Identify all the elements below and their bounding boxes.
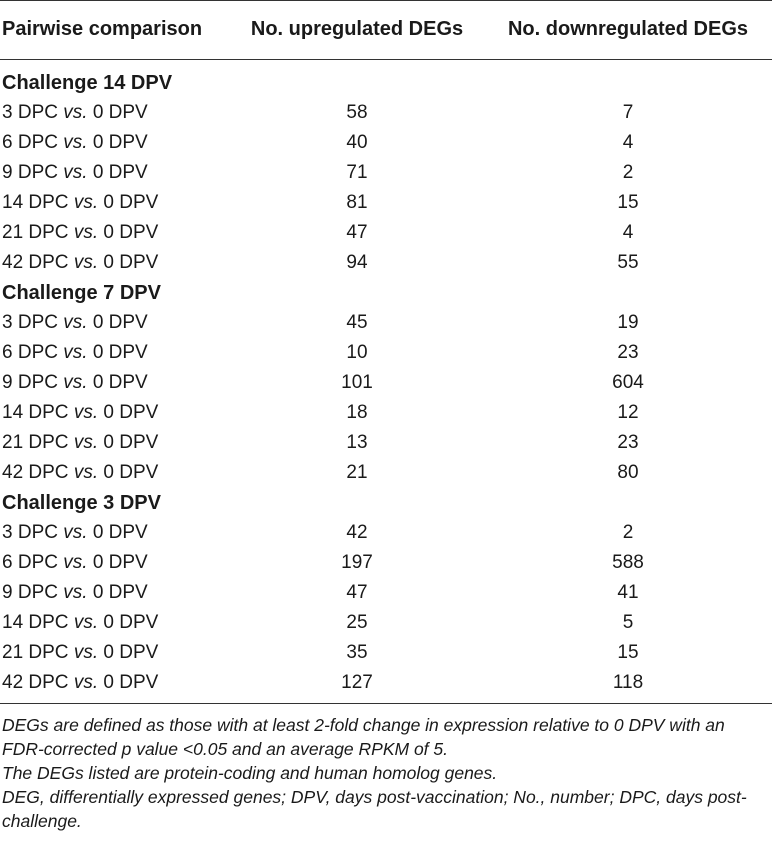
table-row: [0, 368, 772, 398]
comparison-left: 14 DPC: [2, 612, 69, 633]
upregulated-count: 71: [346, 162, 368, 183]
downregulated-count: 4: [622, 222, 634, 243]
vs-label: vs.: [63, 522, 88, 543]
comparison-right: 0 DPV: [103, 222, 159, 243]
table-row: [0, 518, 772, 548]
comparison-right: 0 DPV: [92, 552, 148, 573]
comparison-right: 0 DPV: [103, 192, 159, 213]
comparison-left: 3 DPC: [2, 522, 58, 543]
downregulated-count: 41: [617, 582, 639, 603]
upregulated-count: 13: [346, 432, 368, 453]
table-row: [0, 608, 772, 638]
table-row: [0, 248, 772, 278]
upregulated-count: 42: [346, 522, 368, 543]
group-title: Challenge 14 DPV: [2, 71, 173, 94]
downregulated-count: 23: [617, 432, 639, 453]
comparison-left: 21 DPC: [2, 432, 69, 453]
comparison-left: 42 DPC: [2, 252, 69, 273]
comparison-right: 0 DPV: [92, 102, 148, 123]
comparison-cell: [0, 338, 230, 368]
table-row: [0, 428, 772, 458]
vs-label: vs.: [73, 252, 99, 273]
downregulated-count: 15: [617, 192, 639, 213]
vs-label: vs.: [73, 402, 99, 423]
comparison-cell: [0, 248, 230, 278]
header-downregulated: No. downregulated DEGs: [507, 17, 749, 40]
vs-label: vs.: [73, 612, 99, 633]
vs-label: vs.: [63, 132, 88, 153]
comparison-cell: [0, 308, 230, 338]
comparison-cell: [0, 428, 230, 458]
comparison-cell: [0, 548, 230, 578]
table-row: [0, 338, 772, 368]
footnote-abbreviations: DEG, differentially expressed genes; DPV, days post-vaccination; No., number; DPC, days post-challenge.: [2, 787, 747, 831]
group-title: Challenge 7 DPV: [2, 281, 161, 304]
group-row: [0, 68, 772, 98]
comparison-cell: [0, 608, 230, 638]
downregulated-count: 4: [622, 132, 634, 153]
group-row: [0, 488, 772, 518]
comparison-right: 0 DPV: [92, 132, 148, 153]
comparison-right: 0 DPV: [103, 462, 159, 483]
table-row: [0, 308, 772, 338]
comparison-left: 6 DPC: [2, 132, 58, 153]
upregulated-count: 45: [346, 312, 368, 333]
downregulated-count: 604: [612, 372, 644, 393]
downregulated-count: 7: [622, 102, 634, 123]
table-row: [0, 218, 772, 248]
comparison-cell: [0, 188, 230, 218]
vs-label: vs.: [73, 642, 99, 663]
footnote-definition: DEGs are defined as those with at least 2-fold change in expression relative to 0 DPV with an FDR-corrected p value <0.05 and an average RPKM of 5.: [2, 715, 725, 759]
comparison-left: 6 DPC: [2, 552, 58, 573]
comparison-left: 9 DPC: [2, 582, 58, 603]
bottom-rule: [0, 703, 772, 704]
vs-label: vs.: [73, 222, 99, 243]
comparison-cell: [0, 368, 230, 398]
comparison-cell: [0, 578, 230, 608]
header-upregulated: No. upregulated DEGs: [250, 17, 464, 40]
comparison-right: 0 DPV: [92, 372, 148, 393]
upregulated-count: 127: [341, 672, 373, 693]
comparison-left: 42 DPC: [2, 672, 69, 693]
comparison-left: 14 DPC: [2, 192, 69, 213]
table-row: [0, 458, 772, 488]
upregulated-count: 47: [346, 582, 368, 603]
downregulated-count: 80: [617, 462, 639, 483]
comparison-left: 9 DPC: [2, 372, 58, 393]
comparison-cell: [0, 668, 230, 698]
vs-label: vs.: [73, 672, 99, 693]
vs-label: vs.: [63, 102, 88, 123]
table-footnotes: [2, 713, 768, 833]
comparison-right: 0 DPV: [92, 162, 148, 183]
downregulated-count: 15: [617, 642, 639, 663]
vs-label: vs.: [73, 432, 99, 453]
comparison-left: 3 DPC: [2, 312, 58, 333]
comparison-cell: [0, 638, 230, 668]
comparison-left: 9 DPC: [2, 162, 58, 183]
table-row: [0, 128, 772, 158]
comparison-right: 0 DPV: [103, 642, 159, 663]
upregulated-count: 101: [341, 372, 373, 393]
comparison-left: 14 DPC: [2, 402, 69, 423]
upregulated-count: 25: [346, 612, 368, 633]
comparison-cell: [0, 128, 230, 158]
comparison-cell: [0, 158, 230, 188]
comparison-cell: [0, 98, 230, 128]
upregulated-count: 10: [346, 342, 368, 363]
comparison-cell: [0, 458, 230, 488]
upregulated-count: 81: [346, 192, 368, 213]
downregulated-count: 2: [622, 162, 634, 183]
comparison-left: 6 DPC: [2, 342, 58, 363]
header-pairwise-comparison: Pairwise comparison: [2, 17, 203, 40]
comparison-right: 0 DPV: [92, 522, 148, 543]
downregulated-count: 118: [612, 672, 644, 693]
downregulated-count: 55: [617, 252, 639, 273]
vs-label: vs.: [73, 192, 99, 213]
comparison-cell: [0, 518, 230, 548]
upregulated-count: 18: [346, 402, 368, 423]
table-row: [0, 398, 772, 428]
vs-label: vs.: [73, 462, 99, 483]
comparison-left: 3 DPC: [2, 102, 58, 123]
header-row: [0, 0, 772, 58]
vs-label: vs.: [63, 312, 88, 333]
upregulated-count: 197: [341, 552, 373, 573]
spacer-row: [0, 58, 772, 68]
comparison-cell: [0, 218, 230, 248]
table-row: [0, 578, 772, 608]
comparison-cell: [0, 398, 230, 428]
table-row: [0, 158, 772, 188]
downregulated-count: 19: [617, 312, 639, 333]
group-title: Challenge 3 DPV: [2, 491, 161, 514]
downregulated-count: 2: [622, 522, 634, 543]
downregulated-count: 5: [622, 612, 634, 633]
comparison-right: 0 DPV: [92, 342, 148, 363]
table-row: [0, 98, 772, 128]
vs-label: vs.: [63, 372, 88, 393]
upregulated-count: 21: [346, 462, 368, 483]
comparison-right: 0 DPV: [103, 432, 159, 453]
vs-label: vs.: [63, 552, 88, 573]
group-row: [0, 278, 772, 308]
downregulated-count: 12: [617, 402, 639, 423]
downregulated-count: 588: [612, 552, 644, 573]
upregulated-count: 40: [346, 132, 368, 153]
table-body: [0, 58, 772, 698]
table-row: [0, 188, 772, 218]
table-row: [0, 668, 772, 698]
table-row: [0, 548, 772, 578]
upregulated-count: 58: [346, 102, 368, 123]
comparison-right: 0 DPV: [92, 312, 148, 333]
comparison-right: 0 DPV: [103, 402, 159, 423]
upregulated-count: 94: [346, 252, 368, 273]
upregulated-count: 35: [346, 642, 368, 663]
downregulated-count: 23: [617, 342, 639, 363]
upregulated-count: 47: [346, 222, 368, 243]
comparison-left: 21 DPC: [2, 222, 69, 243]
table-row: [0, 638, 772, 668]
comparison-right: 0 DPV: [103, 252, 159, 273]
vs-label: vs.: [63, 342, 88, 363]
vs-label: vs.: [63, 162, 88, 183]
vs-label: vs.: [63, 582, 88, 603]
comparison-right: 0 DPV: [92, 582, 148, 603]
comparison-left: 21 DPC: [2, 642, 69, 663]
comparison-right: 0 DPV: [103, 672, 159, 693]
comparison-right: 0 DPV: [103, 612, 159, 633]
comparison-left: 42 DPC: [2, 462, 69, 483]
footnote-genes: The DEGs listed are protein-coding and human homolog genes.: [2, 763, 498, 783]
